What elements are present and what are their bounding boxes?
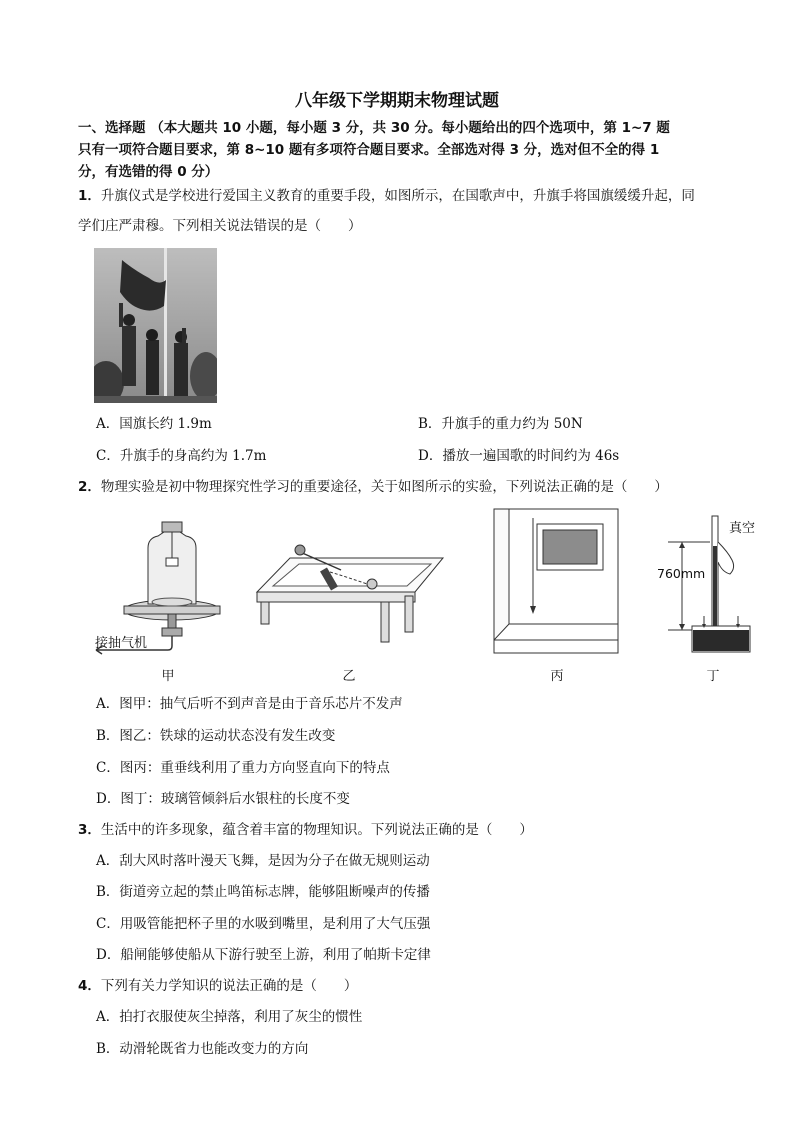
vacuum-label: 真空 (729, 521, 756, 536)
question-1-option-d: D．播放一遍国歌的时间约为 46s (418, 448, 620, 464)
plumb-line-figure (493, 508, 619, 654)
section-heading-line-2: 只有一项符合题目要求，第 8~10 题有多项符合题目要求。全部选对得 3 分，选对但不全的得 1 (78, 142, 660, 158)
question-2-stem-line-1 (78, 477, 758, 497)
question-2-option-b: B．图乙：铁球的运动状态没有发生改变 (96, 728, 336, 744)
ball-table-figure (255, 540, 445, 650)
figure-caption-yi: 乙 (342, 669, 356, 684)
figure-caption-jia: 甲 (161, 669, 175, 684)
question-3-option-d: D．船闸能够使船从下游行驶至上游，利用了帕斯卡定律 (96, 947, 431, 963)
question-3-option-a: A．刮大风时落叶漫天飞舞，是因为分子在做无规则运动 (96, 853, 430, 869)
question-4-option-b: B．动滑轮既省力也能改变力的方向 (96, 1041, 309, 1057)
question-number: 3． (78, 822, 101, 838)
question-3-option-c: C．用吸管能把杯子里的水吸到嘴里，是利用了大气压强 (96, 916, 431, 932)
question-2-option-c: C．图丙：重垂线利用了重力方向竖直向下的特点 (96, 760, 390, 776)
height-label: 760mm (657, 566, 706, 581)
pump-label: 接抽气机 (95, 636, 148, 651)
question-2-option-d: D．图丁：玻璃管倾斜后水银柱的长度不变 (96, 791, 350, 807)
question-1-option-b: B．升旗手的重力约为 50N (418, 416, 583, 432)
question-number: 2． (78, 479, 101, 495)
page-title: 八年级下学期期末物理试题 (295, 91, 499, 111)
question-1-option-a: A．国旗长约 1.9m (96, 416, 212, 432)
question-text: 下列有关力学知识的说法正确的是（ ） (100, 978, 358, 994)
question-1-stem-line-1 (78, 186, 758, 206)
question-3-stem (78, 820, 758, 840)
section-heading-line-3: 分，有选错的得 0 分） (78, 164, 219, 180)
flag-raising-photo (94, 248, 217, 403)
question-text: 物理实验是初中物理探究性学习的重要途径，关于如图所示的实验，下列说法正确的是（ ） (100, 479, 668, 495)
question-4-option-a: A．拍打衣服使灰尘掉落，利用了灰尘的惯性 (96, 1009, 363, 1025)
question-1-option-c: C．升旗手的身高约为 1.7m (96, 448, 267, 464)
section-heading-line-1: 一、选择题 （本大题共 10 小题，每小题 3 分，共 30 分。每小题给出的四个选项中，第 1~7 题 (78, 120, 670, 136)
question-number: 1． (78, 188, 101, 204)
question-text: 升旗仪式是学校进行爱国主义教育的重要手段，如图所示，在国歌声中，升旗手将国旗缓缓升起，同 (100, 188, 695, 204)
figure-caption-ding: 丁 (706, 669, 720, 684)
question-number: 4． (78, 978, 101, 994)
question-2-option-a: A．图甲：抽气后听不到声音是由于音乐芯片不发声 (96, 696, 403, 712)
question-3-option-b: B．街道旁立起的禁止鸣笛标志牌，能够阻断噪声的传播 (96, 884, 430, 900)
question-4-stem (78, 976, 758, 996)
question-1-stem-line-2: 学们庄严肃穆。下列相关说法错误的是（ ） (78, 218, 362, 234)
figure-caption-bing: 丙 (550, 669, 564, 684)
question-text: 生活中的许多现象，蕴含着丰富的物理知识。下列说法正确的是（ ） (100, 822, 533, 838)
